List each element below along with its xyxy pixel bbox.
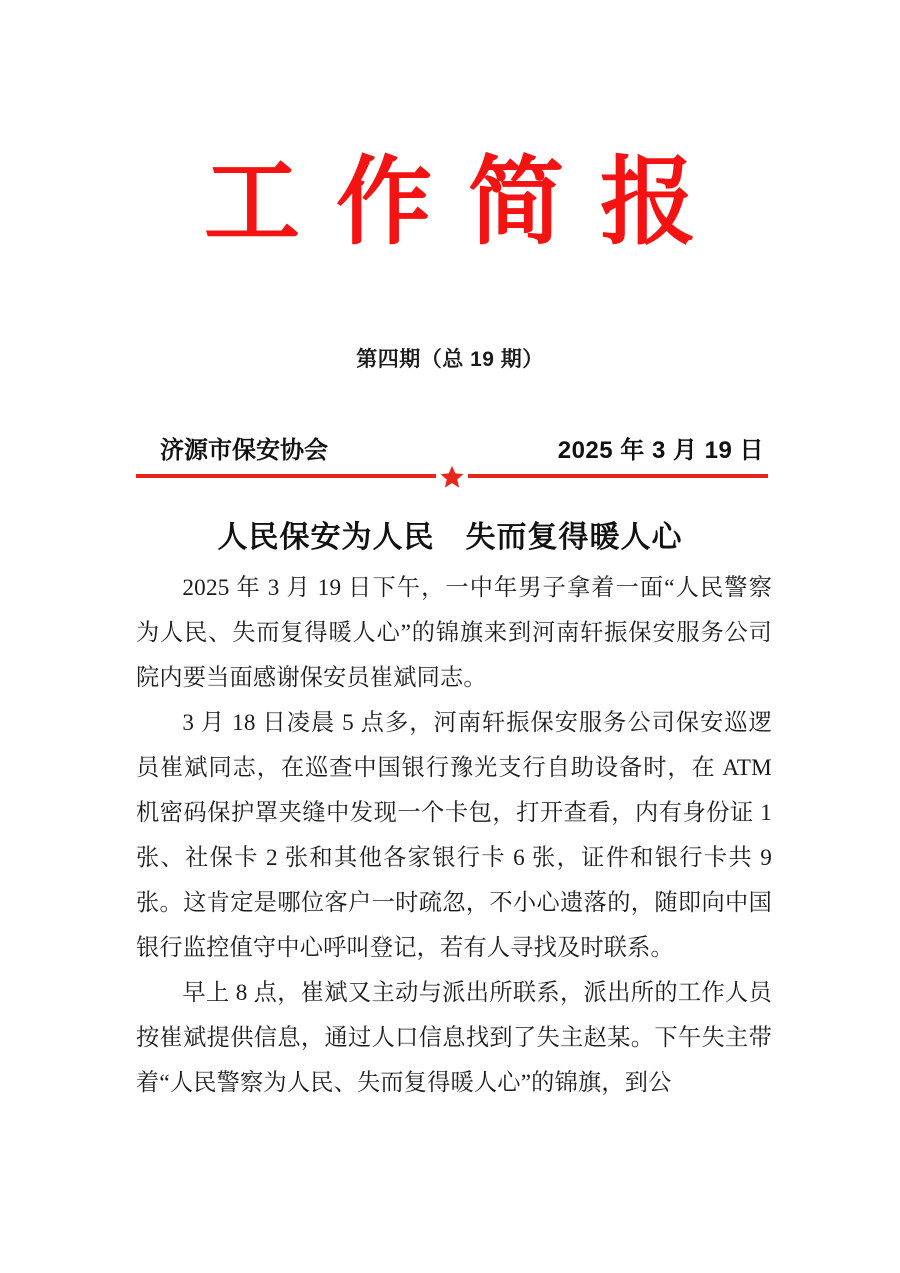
article-title: 人民保安为人民 失而复得暖人心 [217, 521, 683, 554]
red-star-icon [439, 464, 465, 490]
article-body [136, 566, 772, 1106]
article-paragraph: 3 月 18 日凌晨 5 点多，河南轩振保安服务公司保安巡逻员崔斌同志，在巡查中国银行豫光支行自助设备时，在 ATM 机密码保护罩夹缝中发现一个卡包，打开查看，内有身份证 1 张、社保卡 2 张和其他各家银行卡 6 张，证件和银行卡共 9 张。这肯定是哪位客户一时疏忽，不小心遗落的，随即向中国银行监控值守中心呼叫登记，若有人寻找及时联系。 [136, 710, 772, 961]
issue-number: 第四期（总 19 期） [356, 348, 544, 371]
masthead-title: 工作简报 [204, 149, 732, 256]
publisher-organization: 济源市保安协会 [160, 437, 328, 464]
article-paragraph: 早上 8 点，崔斌又主动与派出所联系，派出所的工作人员按崔斌提供信息，通过人口信息找到了失主赵某。下午失主带着“人民警察为人民、失而复得暖人心”的锦旗，到公 [136, 980, 772, 1096]
divider-rule-left [136, 474, 436, 478]
publication-date: 2025 年 3 月 19 日 [557, 437, 764, 464]
divider-rule-right [468, 474, 768, 478]
header-divider [136, 468, 768, 492]
article-paragraph: 2025 年 3 月 19 日下午，一中年男子拿着一面“人民警察为人民、失而复得暖人心”的锦旗来到河南轩振保安服务公司院内要当面感谢保安员崔斌同志。 [136, 575, 772, 691]
